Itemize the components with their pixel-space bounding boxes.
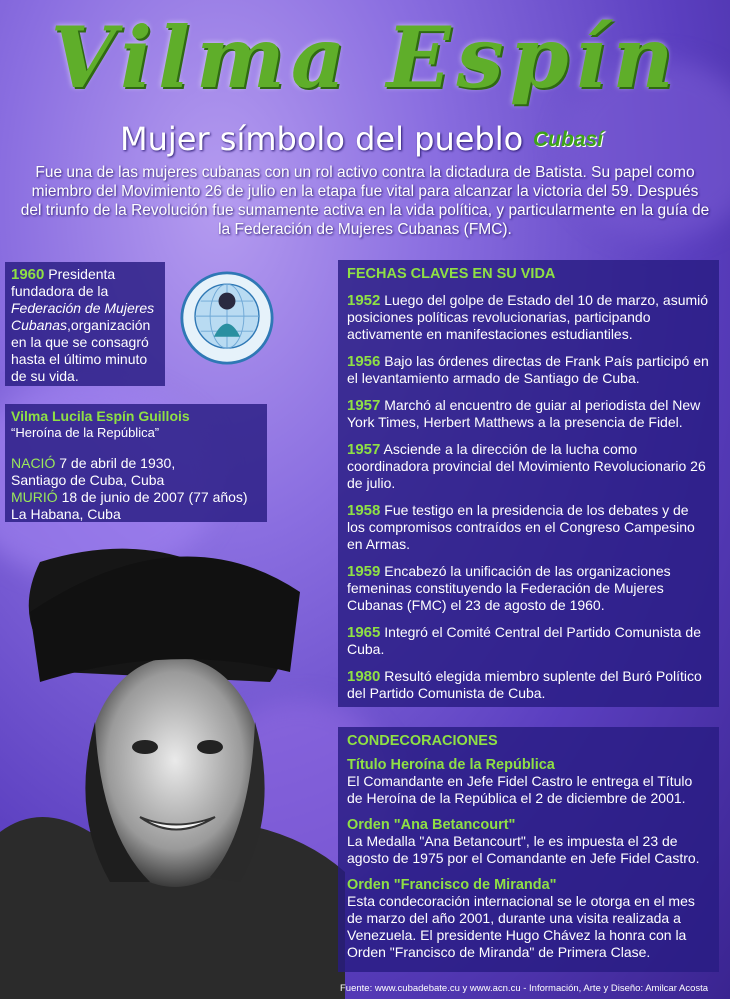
bio-alias: “Heroína de la República” (11, 425, 160, 440)
fmc-text-italic: Federación de Mujeres Cubanas (11, 300, 155, 333)
bio-born: 7 de abril de 1930, (59, 455, 176, 471)
bio-name: Vilma Lucila Espín Guillois (11, 408, 190, 424)
date-year: 1958 (347, 502, 381, 519)
footer-source: Fuente: www.cubadebate.cu y www.acn.cu - Información, Arte y Diseño: Amilcar Acosta (340, 983, 709, 994)
key-dates-heading: FECHAS CLAVES EN SU VIDA (347, 266, 556, 282)
fmc-year: 1960 (11, 266, 45, 283)
date-text: Encabezó la unificación de las organizaciones femeninas constituyendo la Federación de Mujeres Cubanas (FMC) el 23 de agosto de 1960. (347, 563, 671, 613)
awards-box (338, 727, 719, 972)
award-text: El Comandante en Jefe Fidel Castro le entrega el Título de Heroína de la República el 2 de diciembre de 2001. (347, 773, 693, 806)
date-text: Fue testigo en la presidencia de los debates y de los compromisos contraídos en el Congreso Campesino en Armas. (347, 502, 695, 552)
date-entry (347, 353, 709, 387)
intro-text: Fue una de las mujeres cubanas con un rol activo contra la dictadura de Batista. Su papel como miembro del Movimiento 26 de julio en la etapa fue vital para alcanzar la victoria del 59. Después del triunfo de la Revolución fue sumamente activa en la vida política, y particularmente en la guía de la Federación de Mujeres Cubanas (FMC). (20, 164, 710, 238)
bio-born-line (11, 455, 267, 472)
date-year: 1952 (347, 292, 381, 309)
date-text: Asciende a la dirección de la lucha como coordinadora provincial del Movimiento Revolucionario 26 de julio. (347, 441, 706, 491)
date-entry (347, 624, 709, 658)
fmc-text-b: ,organización en la que se consagró hasta el último minuto de su vida. (11, 317, 151, 384)
award-title: Orden "Ana Betancourt" (347, 817, 516, 833)
date-entry (347, 668, 709, 702)
date-text: Bajo las órdenes directas de Frank País participó en el levantamiento armado de Santiago de Cuba. (347, 353, 709, 386)
award-title: Título Heroína de la República (347, 757, 555, 773)
cubasi-logo: Cubasí (533, 128, 604, 151)
fmc-emblem-icon (180, 271, 274, 365)
award-title: Orden "Francisco de Miranda" (347, 877, 557, 893)
award-text: La Medalla "Ana Betancourt", le es impuesta el 23 de agosto de 1975 por el Comandante en Jefe Fidel Castro. (347, 833, 700, 866)
date-text: Integró el Comité Central del Partido Comunista de Cuba. (347, 624, 701, 657)
bio-died-label: MURIÓ (11, 489, 58, 505)
date-year: 1957 (347, 441, 381, 458)
date-year: 1956 (347, 353, 381, 370)
key-dates-box (338, 260, 719, 707)
fmc-text (11, 266, 161, 385)
bio-born-label: NACIÓ (11, 455, 56, 471)
fmc-box (5, 262, 165, 386)
fmc-text-a: Presidenta fundadora de la (11, 266, 116, 299)
date-entry (347, 502, 709, 553)
bio-died-place: La Habana, Cuba (11, 506, 121, 522)
page-subtitle: Mujer símbolo del pueblo (120, 120, 524, 158)
awards-heading: CONDECORACIONES (347, 733, 498, 749)
page-title: Vilma Espín (50, 8, 680, 107)
date-entry (347, 292, 709, 343)
date-entry (347, 397, 709, 431)
bio-box (5, 404, 267, 522)
date-year: 1965 (347, 624, 381, 641)
date-text: Marchó al encuentro de guiar al periodista del New York Times, Herbert Matthews a la presencia de Fidel. (347, 397, 701, 430)
date-year: 1980 (347, 668, 381, 685)
portrait-image (0, 532, 345, 999)
bio-born-place: Santiago de Cuba, Cuba (11, 472, 165, 488)
date-text: Resultó elegida miembro suplente del Buró Político del Partido Comunista de Cuba. (347, 668, 702, 701)
date-entry (347, 441, 709, 492)
date-text: Luego del golpe de Estado del 10 de marzo, asumió posiciones políticas revolucionarias, participando activamente en manifestaciones estudiantiles. (347, 292, 709, 342)
bio-died-line (11, 489, 267, 506)
date-entry (347, 563, 709, 614)
award-text: Esta condecoración internacional se le otorga en el mes de marzo del año 2001, durante una visita realizada a Venezuela. El presidente Hugo Chávez la honra con la Orden "Francisco de Miranda" de Primera Clase. (347, 893, 695, 960)
bio-died: 18 de junio de 2007 (77 años) (61, 489, 248, 505)
date-year: 1959 (347, 563, 381, 580)
date-year: 1957 (347, 397, 381, 414)
